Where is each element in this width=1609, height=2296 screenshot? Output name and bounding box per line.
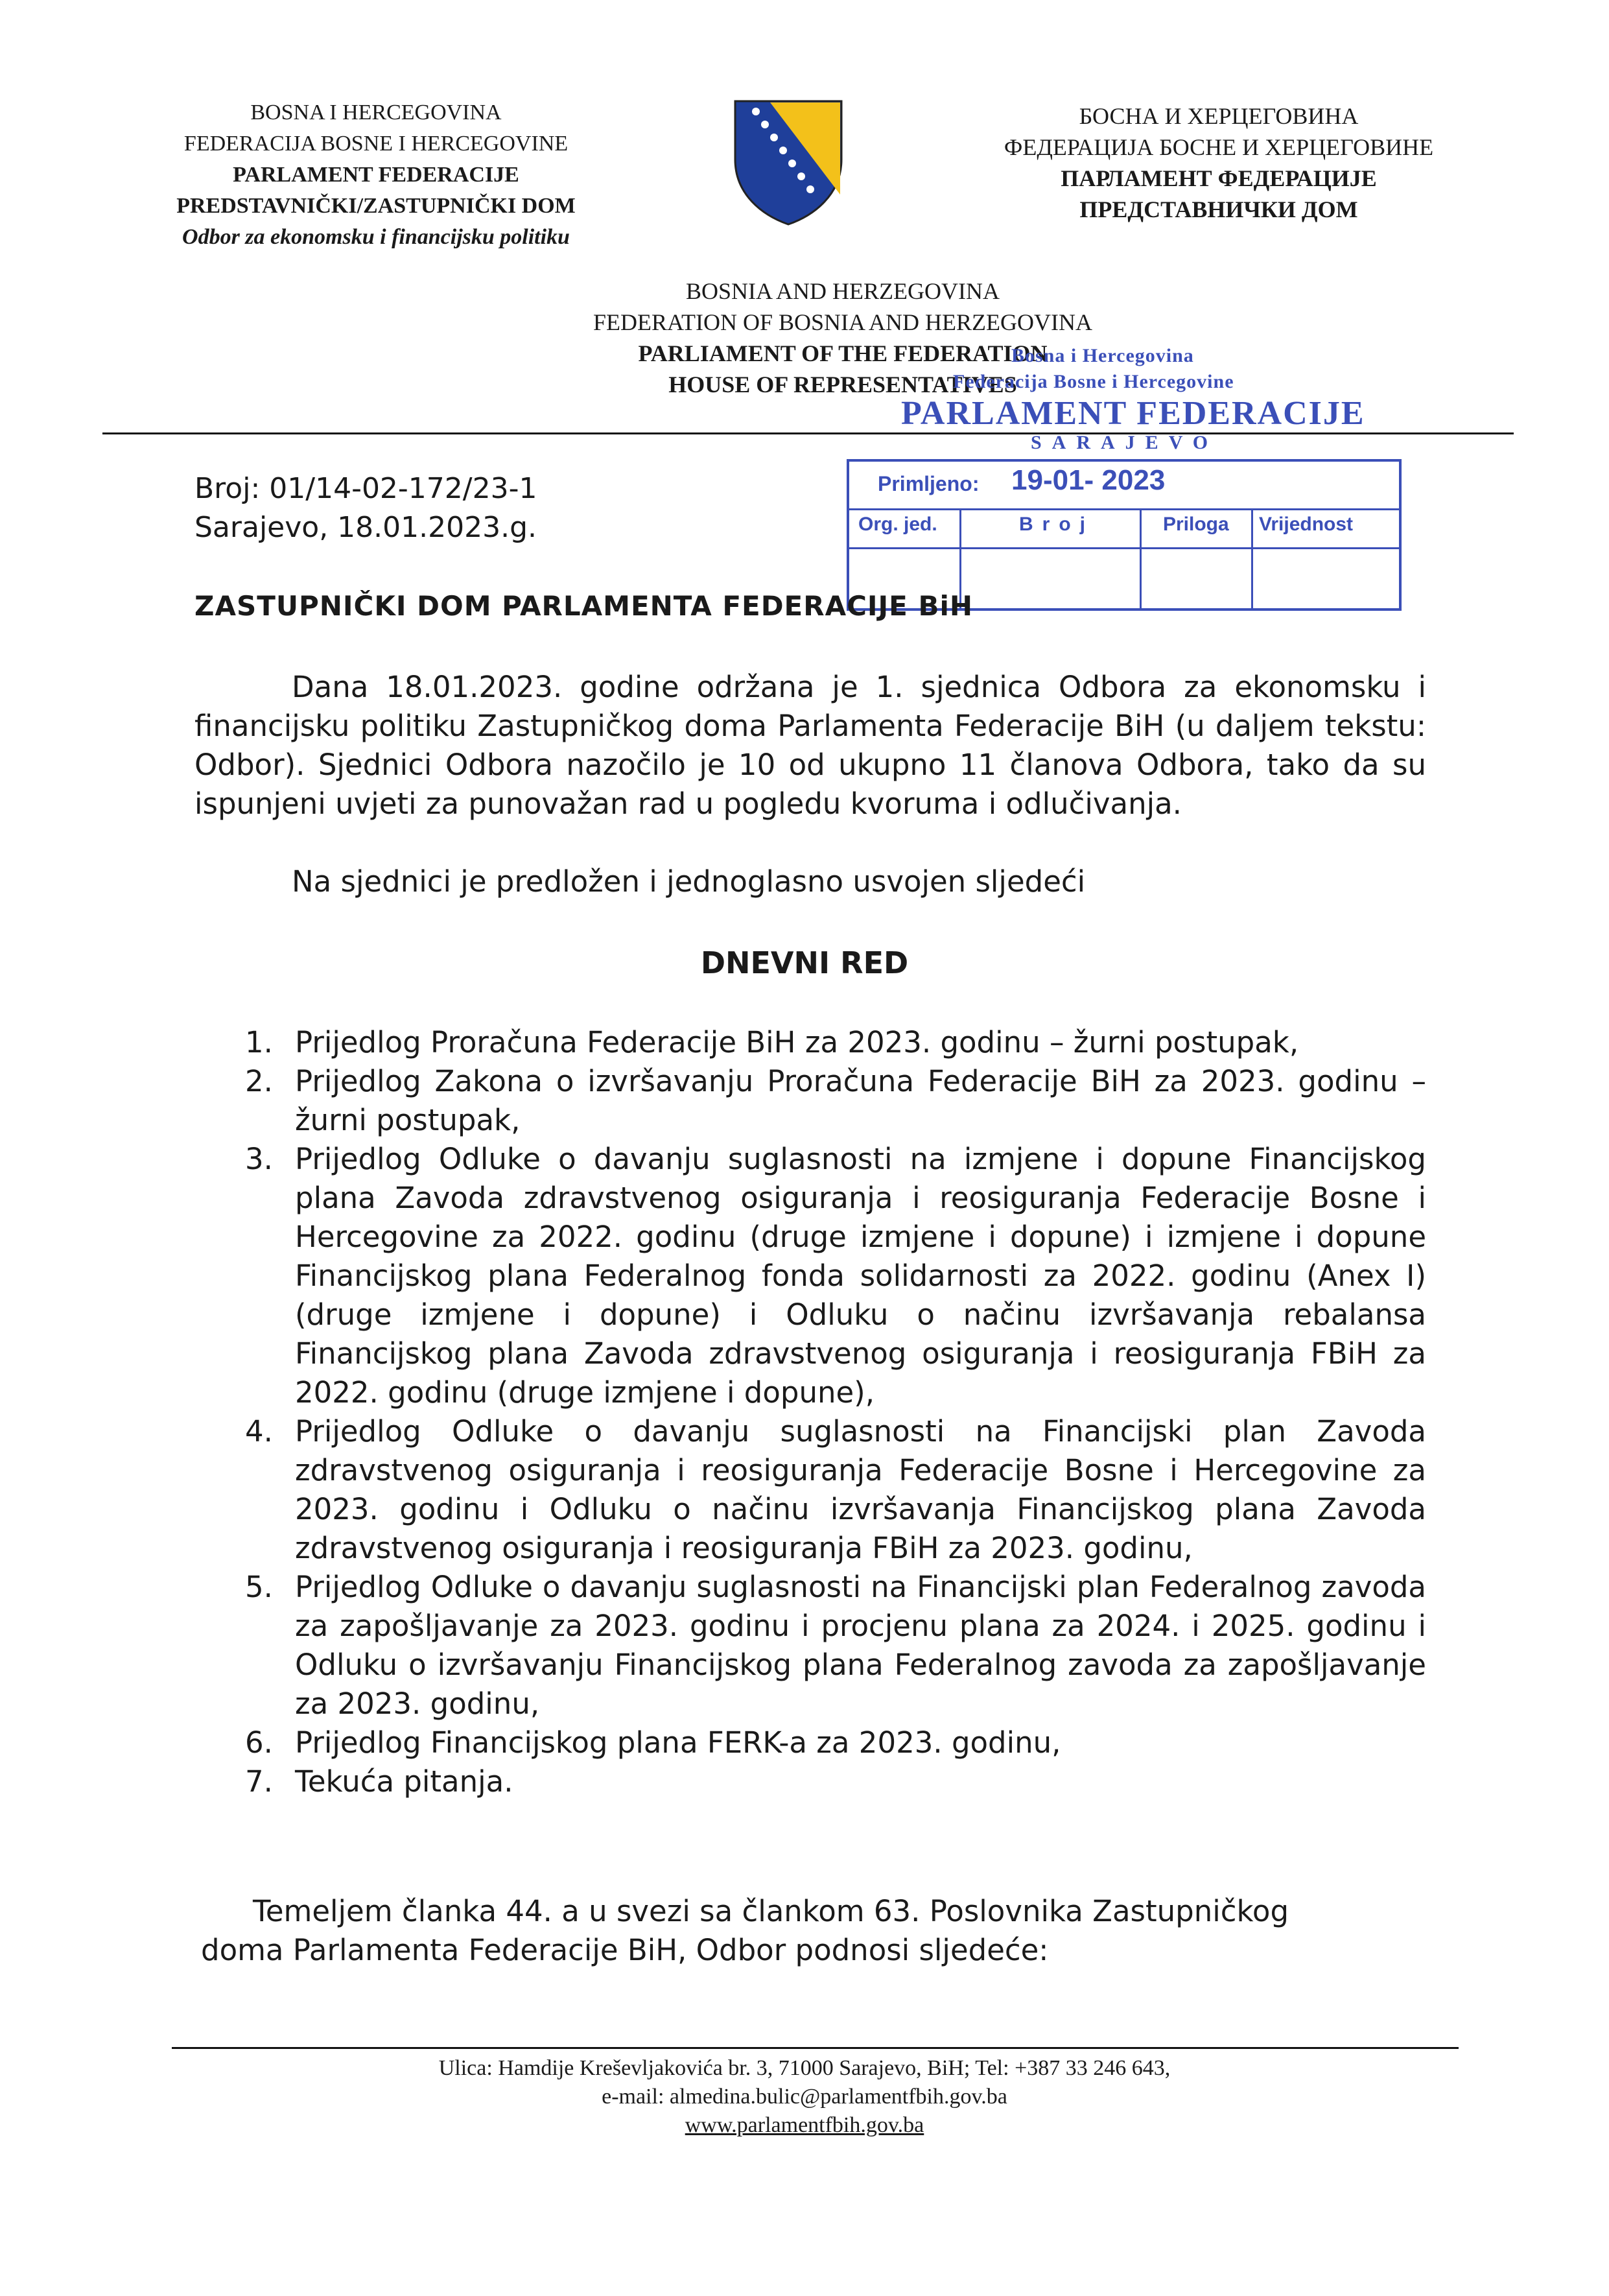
header-left-line3: PARLAMENT FEDERACIJE [233,163,519,187]
header-left [117,97,635,253]
header-left-line4: PREDSTAVNIČKI/ZASTUPNIČKI DOM [176,194,576,218]
agenda-item: 6. Prijedlog Financijskog plana FERK-a za 2023. godinu, [245,1725,1061,1760]
header-left-line2: FEDERACIJA BOSNE I HERCEGOVINE [183,132,569,156]
stamp-col-priloga: Priloga [1163,514,1229,535]
agenda-item: 1. Prijedlog Proračuna Federacije BiH za 2023. godinu – žurni postupak, [245,1025,1299,1059]
header-right [953,101,1485,225]
footer [0,2054,1609,2140]
closing-paragraph-text: Temeljem članka 44. a u svezi sa člankom 63. Poslovnika Zastupničkog doma Parlamenta Federacije BiH, Odbor podnosi sljedeće: [201,1894,1289,1967]
intro-paragraph [194,668,1426,823]
stamp-line4: SARAJEVO [1031,432,1219,453]
coat-of-arms-icon [731,97,845,227]
stamp-received-label: Primljeno: [878,472,980,495]
header-center-line4: HOUSE OF REPRESENTATIVES [668,372,1017,397]
header-right-line3: ПАРЛАМЕНТ ФЕДЕРАЦИЈЕ [1061,165,1377,191]
agenda-item: 7. Tekuća pitanja. [245,1764,513,1799]
adoption-sentence: Na sjednici je predložen i jednoglasno usvojen sljedeći [292,864,1086,899]
header-right-line2: ФЕДЕРАЦИЈА БОСНЕ И ХЕРЦЕГОВИНЕ [1004,134,1434,160]
stamp-line3: PARLAMENT FEDERACIJE [901,395,1365,432]
footer-website-link[interactable]: www.parlamentfbih.gov.ba [685,2113,924,2137]
document-number: Broj: 01/14-02-172/23-1 [194,472,537,505]
place-and-date: Sarajevo, 18.01.2023.g. [194,511,537,544]
footer-address: Ulica: Hamdije Kreševljakovića br. 3, 71000 Sarajevo, BiH; Tel: +387 33 246 643, [438,2056,1171,2080]
recipient-title: ZASTUPNIČKI DOM PARLAMENTA FEDERACIJE BiH [194,590,974,622]
header-divider [102,432,1514,434]
stamp-col-vrijednost: Vrijednost [1259,514,1354,535]
footer-email[interactable]: e-mail: almedina.bulic@parlamentfbih.gov.ba [602,2085,1007,2109]
header-center-line1: BOSNIA AND HERZEGOVINA [686,278,1000,304]
agenda-title: DNEVNI RED [700,945,909,980]
stamp-received-date: 19-01- 2023 [1011,464,1166,496]
closing-paragraph [201,1892,1368,1970]
header-right-line1: БОСНА И ХЕРЦЕГОВИНА [1079,103,1359,129]
adoption-paragraph [194,862,1426,901]
stamp-col-org: Org. jed. [858,514,937,535]
stamp-line1: Bosna i Hercegovina [1011,345,1194,366]
agenda-item: 5. Prijedlog Odluke o davanju suglasnosti na Financijski plan Federalnog zavoda za zapošljavanje za 2023. godinu i procjenu plana za 2024. i 2025. godinu i Odluku o izvršavanju Financijskog plana Federalnog zavoda za zapošljavanje za 2023. godinu, [245,1570,1426,1721]
agenda-item: 3. Prijedlog Odluke o davanju suglasnosti na izmjene i dopune Financijskog plana Zavoda zdravstvenog osiguranja i reosiguranja Federacije Bosne i Hercegovine za 2022. godinu (druge izmjene i dopune) i izmjene i dopune Financijskog plana Federalnog fonda solidarnosti za 2022. godinu (Anex I) (druge izmjene i dopune) i Odluku o načinu izvršavanja rebalansa Financijskog plana Zavoda zdravstvenog osiguranja i reosiguranja FBiH za 2022. godinu (druge izmjene i dopune), [245,1142,1426,1410]
header-center-line2: FEDERATION OF BOSNIA AND HERZEGOVINA [593,309,1092,335]
agenda-item: 4. Prijedlog Odluke o davanju suglasnosti na Financijski plan Zavoda zdravstvenog osiguranja i reosiguranja Federacije Bosne i Hercegovine za 2023. godinu i Odluku o načinu izvršavanja Financijskog plana Zavoda zdravstvenog osiguranja i reosiguranja FBiH za 2023. godinu, [245,1414,1426,1565]
stamp-line2: Federacija Bosne i Hercegovine [953,371,1234,392]
agenda-list [194,1023,1426,1801]
header-right-line4: ПРЕДСТАВНИЧКИ ДОМ [1079,196,1358,222]
header-left-line5: Odbor za ekonomsku i financijsku politiku [182,225,570,249]
agenda-item: 2. Prijedlog Zakona o izvršavanju Proračuna Federacije BiH za 2023. godinu – žurni postupak, [245,1064,1426,1137]
intro-paragraph-text: Dana 18.01.2023. godine održana je 1. sjednica Odbora za ekonomsku i financijsku politiku Zastupničkog doma Parlamenta Federacije BiH (u daljem tekstu: Odbor). Sjednici Odbora nazočilo je 10 od ukupno 11 članova Odbora, tako da su ispunjeni uvjeti za punovažan rad u pogledu kvoruma i odlučivanja. [194,670,1426,821]
header-left-line1: BOSNA I HERCEGOVINA [250,101,502,124]
received-stamp-box [847,459,1402,611]
stamp-col-broj: Broj [1019,514,1094,535]
header-center-line3: PARLIAMENT OF THE FEDERATION [638,340,1048,366]
footer-divider [172,2047,1459,2049]
